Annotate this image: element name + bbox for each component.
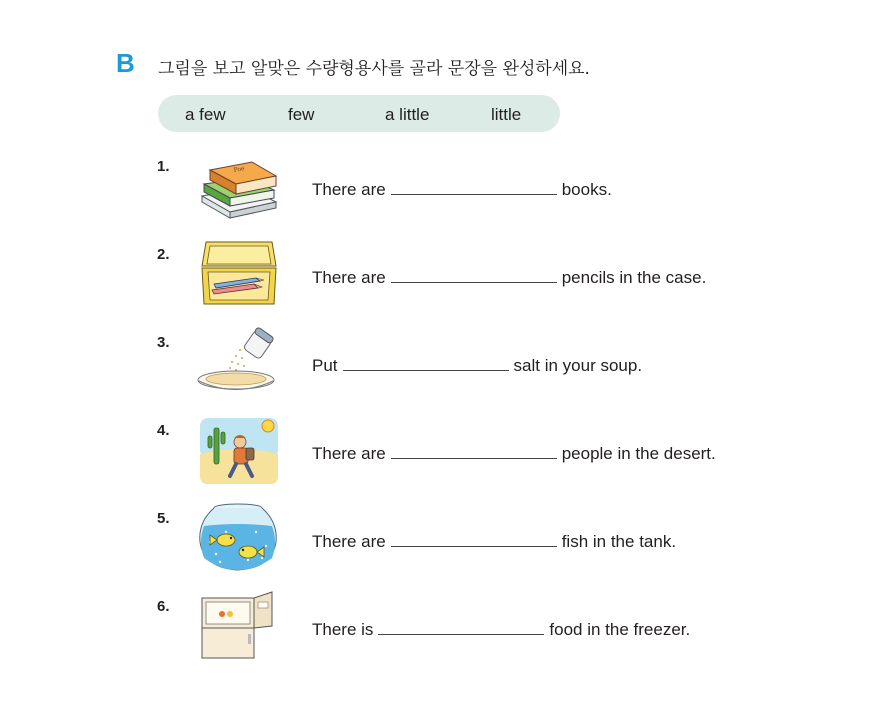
sentence-end: fish in the tank. bbox=[561, 532, 677, 551]
word-bank bbox=[158, 95, 560, 132]
svg-text:Poe: Poe bbox=[233, 165, 246, 174]
sentence-start: Put bbox=[312, 356, 338, 375]
item-number: 6. bbox=[157, 598, 170, 615]
sentence-end: books. bbox=[561, 180, 612, 199]
fish-bowl-icon bbox=[196, 502, 282, 572]
sentence-6 bbox=[312, 620, 690, 640]
sentence-1 bbox=[312, 180, 612, 200]
word-option: little bbox=[491, 105, 522, 124]
item-number: 2. bbox=[157, 246, 170, 263]
desert-person-icon bbox=[196, 414, 282, 484]
sentence-start: There are bbox=[312, 444, 386, 463]
answer-blank[interactable] bbox=[391, 532, 557, 547]
word-option: a little bbox=[385, 105, 430, 124]
item-number: 5. bbox=[157, 510, 170, 527]
salt-soup-icon bbox=[196, 326, 282, 396]
sentence-start: There are bbox=[312, 180, 386, 199]
sentence-end: pencils in the case. bbox=[561, 268, 707, 287]
sentence-2 bbox=[312, 268, 706, 288]
answer-blank[interactable] bbox=[378, 620, 544, 635]
sentence-start: There are bbox=[312, 532, 386, 551]
item-number: 3. bbox=[157, 334, 170, 351]
item-number: 1. bbox=[157, 158, 170, 175]
books-icon bbox=[196, 150, 282, 220]
sentence-start: There are bbox=[312, 268, 386, 287]
sentence-end: food in the freezer. bbox=[549, 620, 691, 639]
instruction-text: 그림을 보고 알맞은 수량형용사를 골라 문장을 완성하세요. bbox=[158, 59, 590, 79]
word-option: few bbox=[288, 105, 315, 124]
section-letter: B bbox=[116, 48, 135, 78]
freezer-icon bbox=[196, 590, 282, 660]
sentence-3 bbox=[312, 356, 642, 376]
answer-blank[interactable] bbox=[391, 268, 557, 283]
answer-blank[interactable] bbox=[391, 444, 557, 459]
sentence-end: salt in your soup. bbox=[513, 356, 643, 375]
pencil-case-icon bbox=[196, 238, 282, 308]
sentence-4 bbox=[312, 444, 716, 464]
sentence-start: There is bbox=[312, 620, 374, 639]
sentence-end: people in the desert. bbox=[561, 444, 716, 463]
word-option: a few bbox=[185, 105, 226, 124]
answer-blank[interactable] bbox=[343, 356, 509, 371]
item-number: 4. bbox=[157, 422, 170, 439]
sentence-5 bbox=[312, 532, 676, 552]
answer-blank[interactable] bbox=[391, 180, 557, 195]
